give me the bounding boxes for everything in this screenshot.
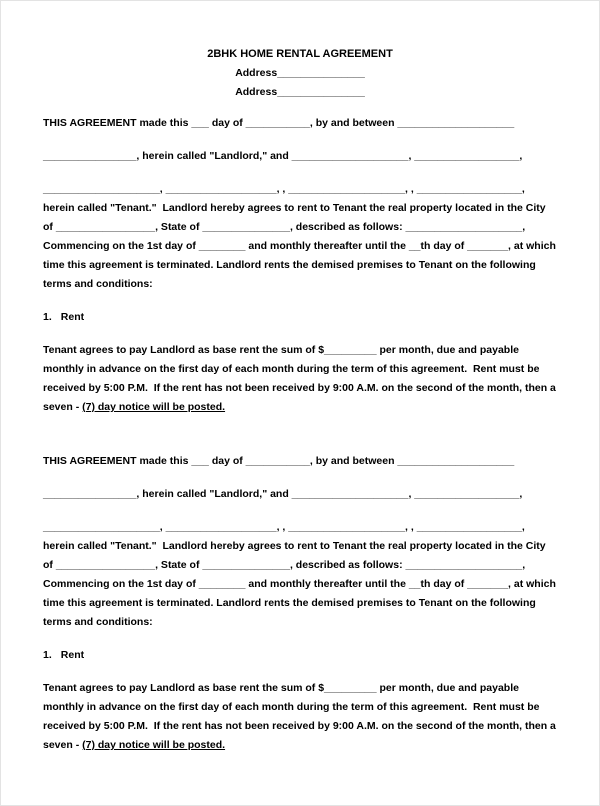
address-line-1: Address_______________ bbox=[235, 67, 365, 79]
rent-section-heading bbox=[43, 646, 557, 665]
rent-section-label: Rent bbox=[60, 311, 85, 323]
address-line-2: Address_______________ bbox=[235, 86, 365, 98]
rent-clause bbox=[43, 341, 557, 417]
rent-section-number: 1. bbox=[43, 311, 52, 323]
rent-section-heading bbox=[43, 308, 557, 327]
landlord-clause: ________________, herein called "Landlord," and ____________________, __________________, bbox=[43, 488, 523, 500]
agreement-intro-clause: THIS AGREEMENT made this ___ day of ___________, by and between ____________________ bbox=[43, 117, 515, 129]
rent-clause-text: Tenant agrees to pay Landlord as base rent the sum of $_________ per month, due and payable monthly in advance on the first day of each month during the term of this agreement. Rent must be received by 5:00 P.M. If the rent has not been received by 9:00 A.M. on the second of the month, then a seven - bbox=[43, 344, 559, 413]
document-title: 2BHK HOME RENTAL AGREEMENT bbox=[207, 48, 393, 60]
address-block bbox=[43, 64, 557, 102]
rent-clause bbox=[43, 679, 557, 755]
agreement-intro-clause: THIS AGREEMENT made this ___ day of ___________, by and between ____________________ bbox=[43, 455, 515, 467]
rent-clause-text: Tenant agrees to pay Landlord as base rent the sum of $_________ per month, due and payable monthly in advance on the first day of each month during the term of this agreement. Rent must be received by 5:00 P.M. If the rent has not been received by 9:00 A.M. on the second of the month, then a seven - bbox=[43, 682, 559, 751]
rent-section-label: Rent bbox=[60, 649, 85, 661]
agreement-block-2 bbox=[43, 452, 557, 755]
rent-section-number: 1. bbox=[43, 649, 52, 661]
landlord-clause: ________________, herein called "Landlord," and ____________________, __________________, bbox=[43, 150, 523, 162]
agreement-block-1 bbox=[43, 114, 557, 417]
rent-clause-underlined: (7) day notice will be posted. bbox=[82, 739, 226, 751]
rent-clause-underlined: (7) day notice will be posted. bbox=[82, 401, 226, 413]
tenant-terms-clause: ____________________, ___________________, , ____________________, , __________________, herein called "Tenant." Landlord hereby agrees to rent to Tenant the real property located in the City of _________________, State of _______________, described as follows: ____________________, Commencing on the 1st day of ________ and monthly thereafter until the __th day of _______, at which time this agreement is terminated. Landlord rents the demised premises to Tenant on the following terms and conditions: bbox=[43, 521, 559, 628]
tenant-terms-clause: ____________________, ___________________, , ____________________, , __________________, herein called "Tenant." Landlord hereby agrees to rent to Tenant the real property located in the City of _________________, State of _______________, described as follows: ____________________, Commencing on the 1st day of ________ and monthly thereafter until the __th day of _______, at which time this agreement is terminated. Landlord rents the demised premises to Tenant on the following terms and conditions: bbox=[43, 183, 559, 290]
